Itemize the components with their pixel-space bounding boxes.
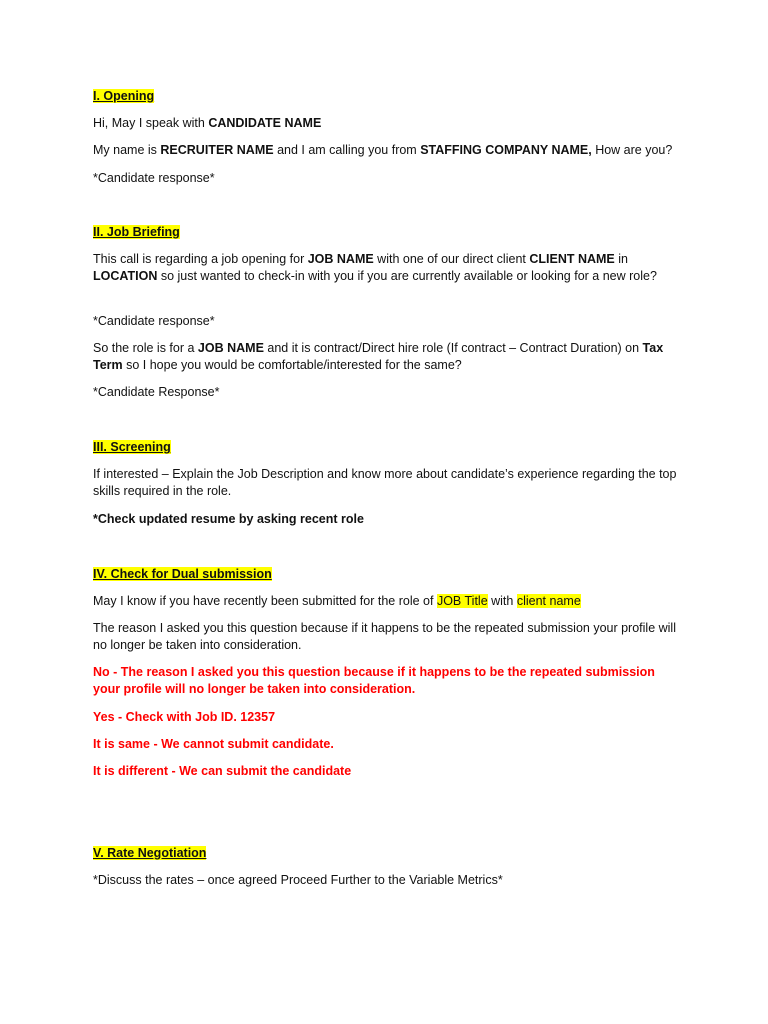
job-briefing-candidate-response-2: *Candidate Response* xyxy=(93,385,220,399)
client-name-placeholder: CLIENT NAME xyxy=(529,252,615,266)
screening-heading-text: III. Screening xyxy=(93,440,171,454)
intro-text-1: My name is xyxy=(93,143,161,157)
opening-greeting xyxy=(93,115,321,132)
location-placeholder: LOCATION xyxy=(93,269,158,283)
briefing-text-4: so just wanted to check-in with you if you are currently available or looking for a new role? xyxy=(157,269,657,283)
job-briefing-heading-text: II. Job Briefing xyxy=(93,225,180,239)
role-text-2: and it is contract/Direct hire role (If contract – Contract Duration) on xyxy=(263,341,643,355)
intro-text-2: and I am calling you from xyxy=(273,143,421,157)
question-text-2: with xyxy=(487,594,517,608)
rate-negotiation-line: *Discuss the rates – once agreed Proceed Further to the Variable Metrics* xyxy=(93,873,503,887)
dual-submission-heading-text: IV. Check for Dual submission xyxy=(93,567,272,581)
role-text-1: So the role is for a xyxy=(93,341,198,355)
opening-introduction xyxy=(93,142,672,159)
dual-submission-different-case: It is different - We can submit the candidate xyxy=(93,764,352,778)
dual-submission-reason: The reason I asked you this question because if it happens to be the repeated submission your profile will no longer be taken into consideration. xyxy=(93,621,676,652)
tax-term-placeholder: Tax Term xyxy=(93,341,664,372)
screening-paragraph: If interested – Explain the Job Description and know more about candidate’s experience regarding the top skills required in the role. xyxy=(93,467,677,498)
question-text-1: May I know if you have recently been submitted for the role of xyxy=(93,594,437,608)
briefing-text-2: with one of our direct client xyxy=(373,252,530,266)
job-briefing-heading xyxy=(93,224,180,241)
dual-submission-same-case: It is same - We cannot submit candidate. xyxy=(93,737,334,751)
dual-submission-heading xyxy=(93,566,272,583)
screening-resume-check: *Check updated resume by asking recent role xyxy=(93,512,364,526)
job-briefing-paragraph-1 xyxy=(93,251,683,285)
briefing-text-1: This call is regarding a job opening for xyxy=(93,252,308,266)
opening-heading-text: I. Opening xyxy=(93,89,155,103)
rate-negotiation-heading-text: V. Rate Negotiation xyxy=(93,846,207,860)
job-name-placeholder-2: JOB NAME xyxy=(197,341,264,355)
client-name-highlight: client name xyxy=(516,594,581,608)
role-text-3: so I hope you would be comfortable/interested for the same? xyxy=(122,358,462,372)
job-briefing-candidate-response: *Candidate response* xyxy=(93,314,215,328)
rate-negotiation-heading xyxy=(93,845,206,862)
dual-submission-yes-case: Yes - Check with Job ID. 12357 xyxy=(93,710,276,724)
job-title-placeholder: JOB Title xyxy=(436,594,488,608)
dual-submission-no-case: No - The reason I asked you this question because if it happens to be the repeated submission your profile will no longer be taken into consideration. xyxy=(93,665,655,696)
briefing-text-3: in xyxy=(614,252,628,266)
candidate-name-placeholder: CANDIDATE NAME xyxy=(208,116,322,130)
dual-submission-question xyxy=(93,593,581,610)
staffing-company-placeholder: STAFFING COMPANY NAME, xyxy=(420,143,592,157)
job-name-placeholder: JOB NAME xyxy=(307,252,374,266)
screening-heading xyxy=(93,439,171,456)
job-briefing-paragraph-2 xyxy=(93,340,683,374)
recruiter-name-placeholder: RECRUITER NAME xyxy=(160,143,274,157)
opening-candidate-response: *Candidate response* xyxy=(93,171,215,185)
greeting-text: Hi, May I speak with xyxy=(93,116,209,130)
opening-heading xyxy=(93,88,154,105)
intro-text-3: How are you? xyxy=(591,143,673,157)
